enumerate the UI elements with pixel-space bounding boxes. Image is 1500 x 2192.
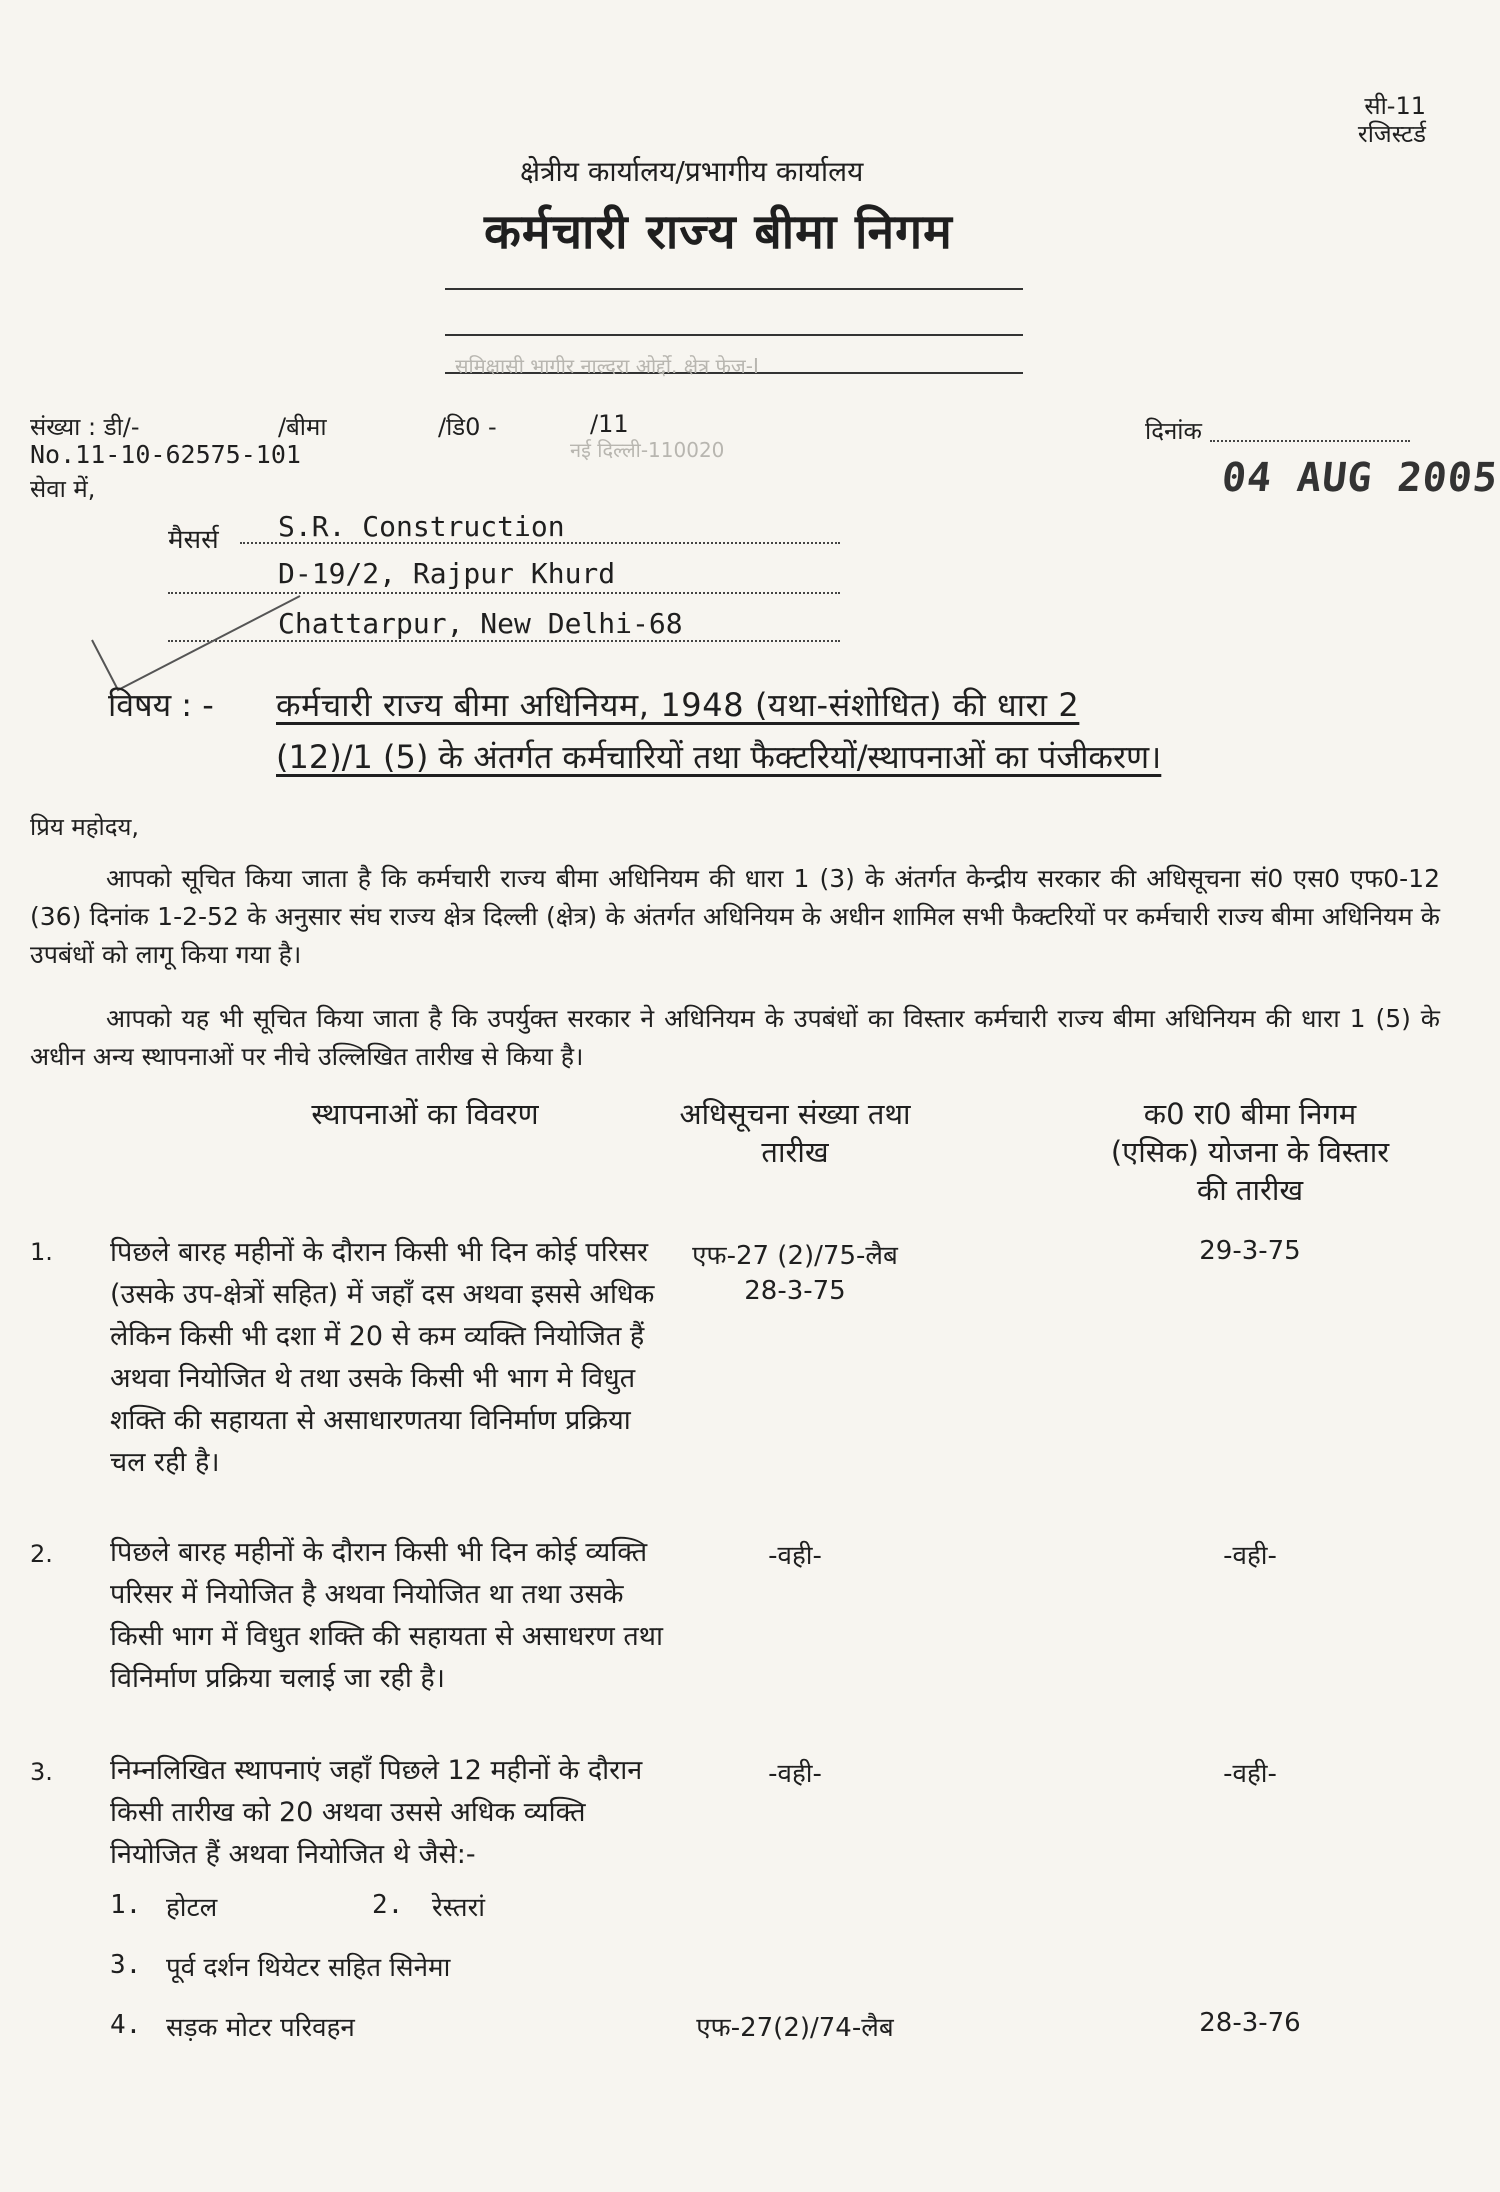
subitem-2-text: रेस्तरां (432, 1893, 485, 1923)
paragraph-1: आपको सूचित किया जाता है कि कर्मचारी राज्य बीमा अधिनियम की धारा 1 (3) के अंतर्गत केन्द्रीय सरकार की अधिसूचना सं0 एस0 एफ0-12 (36) दिनांक 1-2-52 के अनुसार संघ राज्य क्षेत्र दिल्ली (क्षेत्र) के अंतर्गत अधिनियम के अधीन शामिल सभी फैक्टरियों पर कर्मचारी राज्य बीमा अधिनियम के उपबंधों को लागू किया गया है। (30, 864, 1440, 969)
subitem-4-extension-date: 28-3-76 (1199, 2008, 1301, 2038)
reference-bima: /बीमा (278, 413, 327, 441)
row-2-extension-date: -वही- (1223, 1541, 1277, 1571)
table-header-notification: अधिसूचना संख्या तथा तारीख (679, 1097, 911, 1169)
form-code: सी-11 (1364, 92, 1426, 120)
table-header-extension-date: क0 रा0 बीमा निगम (एसिक) योजना के विस्तार की तारीख (1110, 1097, 1390, 1207)
subitem-3-text: पूर्व दर्शन थियेटर सहित सिनेमा (166, 1953, 451, 1983)
office-name: क्षेत्रीय कार्यालय/प्रभागीय कार्यालय (520, 155, 864, 188)
row-2-notification: -वही- (768, 1541, 822, 1571)
row-3-description: निम्नलिखित स्थापनाएं जहाँ पिछले 12 महीनों के दौरान किसी तारीख को 20 अथवा उससे अधिक व्यक्ति नियोजित हैं अथवा नियोजित थे जैसे:- (110, 1755, 643, 1870)
row-1-notification-date: 28-3-75 (744, 1276, 846, 1306)
faint-address-line-1: समिक्षासी भागीर नाल्दरा ओर्द्दो. क्षेत्र फेज-I (455, 354, 759, 378)
address-dots-1 (240, 542, 840, 544)
row-1-description: पिछले बारह महीनों के दौरान किसी भी दिन कोई परिसर (उसके उप-क्षेत्रों सहित) में जहाँ दस अथवा इससे अधिक लेकिन किसी भी दशा में 20 से कम व्यक्ति नियोजित हैं अथवा नियोजित थे तथा उसके किसी भी भाग मे विधुत शक्ति की सहायता से असाधारणतया विनिर्माण प्रक्रिया चल रही है। (110, 1237, 655, 1478)
date-label: दिनांक (1145, 417, 1202, 445)
faint-address-line-2: नई दिल्ली-110020 (570, 438, 725, 462)
header-rule-2 (445, 334, 1023, 336)
subject-line-2: (12)/1 (5) के अंतर्गत कर्मचारियों तथा फैक्टरियों/स्थापनाओं का पंजीकरण। (276, 738, 1162, 776)
address-line-1: S.R. Construction (278, 510, 565, 543)
reference-year: /11 (590, 410, 629, 438)
row-1-notification: एफ-27 (2)/75-लैब (692, 1241, 898, 1271)
row-3-number: 3. (30, 1758, 53, 1786)
paragraph-2: आपको यह भी सूचित किया जाता है कि उपर्युक्त सरकार ने अधिनियम के उपबंधों का विस्तार कर्मचारी राज्य बीमा अधिनियम की धारा 1 (5) के अधीन अन्य स्थापनाओं पर नीचे उल्लिखित तारीख से किया है। (30, 1004, 1440, 1071)
subitem-4-text: सड़क मोटर परिवहन (166, 2013, 355, 2043)
sankhya-label: संख्या : डी/- (30, 413, 140, 441)
subitem-3-number: 3. (110, 1950, 142, 1980)
row-2-description: पिछले बारह महीनों के दौरान किसी भी दिन कोई व्यक्ति परिसर में नियोजित है अथवा नियोजित था तथा उसके किसी भाग में विधुत शक्ति की सहायता से असाधरण तथा विनिर्माण प्रक्रिया चलाई जा रही है। (110, 1537, 664, 1694)
row-1-extension-date: 29-3-75 (1199, 1236, 1301, 1266)
subitem-4-number: 4. (110, 2010, 142, 2040)
address-line-2: D-19/2, Rajpur Khurd (278, 557, 616, 590)
reference-sankhya (30, 410, 140, 443)
salutation: प्रिय महोदय, (30, 813, 140, 841)
subitem-1-text: होटल (166, 1893, 218, 1923)
date-dotted-line (1210, 440, 1410, 442)
subitem-2-number: 2. (372, 1890, 404, 1920)
row-1-number: 1. (30, 1238, 53, 1266)
subitem-4-notification: एफ-27(2)/74-लैब (696, 2013, 894, 2043)
form-code-block (1358, 92, 1426, 148)
row-2-number: 2. (30, 1540, 53, 1568)
form-mode: रजिस्टर्ड (1357, 120, 1426, 148)
address-label: मैसर्स (168, 525, 219, 555)
row-3-notification: -वही- (768, 1759, 822, 1789)
subitem-1-number: 1. (110, 1890, 142, 1920)
reference-dio: /डि0 - (438, 413, 497, 441)
row-3-extension-date: -वही- (1223, 1759, 1277, 1789)
organization-title: कर्मचारी राज्य बीमा निगम (484, 204, 953, 260)
sewa-mein: सेवा में, (30, 475, 96, 503)
reference-number: No.11-10-62575-101 (30, 440, 301, 469)
table-header-description: स्थापनाओं का विवरण (311, 1097, 539, 1131)
date-stamp: 04 AUG 2005 (1219, 455, 1500, 501)
subject-line-1: कर्मचारी राज्य बीमा अधिनियम, 1948 (यथा-संशोधित) की धारा 2 (276, 686, 1080, 724)
address-line-3: Chattarpur, New Delhi-68 (278, 607, 683, 640)
header-rule-1 (445, 288, 1023, 290)
subject-label: विषय : - (108, 686, 214, 724)
